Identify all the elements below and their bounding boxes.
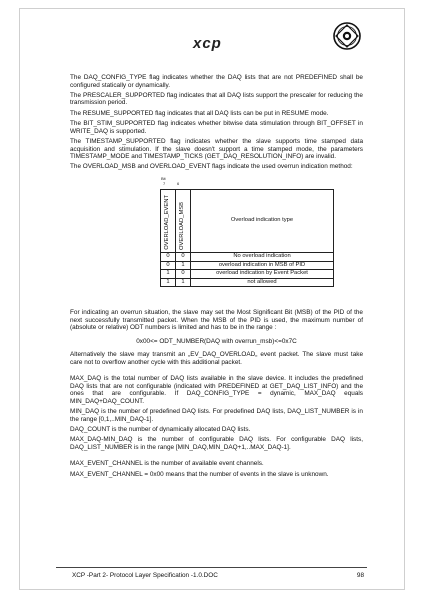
cell-desc: overload indication by Event Packet [191,270,334,279]
cell-event: 1 [161,270,176,279]
overload-table-section [70,175,363,301]
paragraph: MAX_DAQ is the total number of DAQ lists available in the slave device. It includes the predefined DAQ lists that are not configurable (indicated with PREDEFINED at GET_DAQ_LIST_INFO) and the ones that are configurable. If DAQ_CONFIG_TYPE = dynamic, MAX_DAQ equals MIN_DAQ+DAQ_COUNT. [70,375,363,405]
bit-label: Bit [161,175,166,181]
cell-msb: 1 [176,261,191,270]
paragraph: For indicating an overrun situation, the slave may set the Most Significant Bit (MSB) of the PID of the next successfully transmitted packet. When the MSB of the PID is used, the maximum number of (absolute or relative) ODT numbers is limited and has to be in the range : [70,308,363,332]
paragraph: DAQ_COUNT is the number of dynamically allocated DAQ lists. [70,426,251,434]
table-header-row [161,189,334,252]
paragraph: MAX_DAQ-MIN_DAQ is the number of configurable DAQ lists. For configurable DAQ lists, DAQ_LIST_NUMBER is in the range [MIN_DAQ,MIN_DAQ+1,..MAX_DAQ-1]. [70,436,363,452]
paragraph: MAX_EVENT_CHANNEL is the number of available event channels. [70,460,264,468]
paragraph: The PRESCALER_SUPPORTED flag indicates that all DAQ lists support the prescaler for reducing the transmission period. [70,91,363,107]
cell-desc: not allowed [191,278,334,287]
paragraph: The TIMESTAMP_SUPPORTED flag indicates whether the slave supports time stamped data acquisition and stimulation. If the slave doesn't support a time stamped mode, the parameters TIMESTAMP_MODE and TIMESTAMP_TICKS (GET_DAQ_RESOLUTION_INFO) are invalid. [70,137,363,161]
col-header-overload-event: OVERLOAD_EVENT [161,189,176,252]
cell-event: 1 [161,278,176,287]
footer-divider [56,567,367,568]
cell-msb: 0 [176,252,191,261]
page-number: 98 [356,572,364,579]
circular-seal-icon [333,22,361,50]
paragraph: Alternatively the slave may transmit an „EV_DAQ_OVERLOAD„ event packet. The slave must take care not to overflow another cycle with this additional packet. [70,351,363,366]
bit-number-7: 7 [163,180,166,186]
overload-table [160,189,334,287]
cell-desc: overload indication in MSB of PID [191,261,334,270]
table-row [161,270,334,279]
cell-event: 0 [161,252,176,261]
paragraph: The BIT_STIM_SUPPORTED flag indicates whether bitwise data stimulation through BIT_OFFSET in WRITE_DAQ is supported. [70,120,363,135]
col-header-overload-msb: OVERLOAD_MSB [176,189,191,252]
paragraph: The RESUME_SUPPORTED flag indicates that all DAQ lists can be put in RESUME mode. [70,109,329,117]
cell-desc: No overload indication [191,252,334,261]
paragraph: The DAQ_CONFIG_TYPE flag indicates whether the DAQ lists that are not PREDEFINED shall be configured statically or dynamically. [70,74,363,89]
table-row [161,278,334,287]
table-row [161,261,334,270]
document-body [70,74,363,481]
formula: 0x00<= ODT_NUMBER(DAQ with overrun_msb)<=0x7C [136,337,297,345]
col-header-description: Overload indication type [191,189,334,252]
paragraph: The OVERLOAD_MSB and OVERLOAD_EVENT flags indicate the used overrun indication method: [70,163,353,171]
paragraph: MAX_EVENT_CHANNEL = 0x00 means that the number of events in the slave is unknown. [70,470,329,478]
footer-title: XCP -Part 2- Protocol Layer Specification -1.0.DOC [72,572,218,579]
cell-event: 0 [161,261,176,270]
xcp-logo: xcp [193,35,222,52]
bit-number-6: 6 [177,180,180,186]
cell-msb: 1 [176,278,191,287]
cell-msb: 0 [176,270,191,279]
table-row [161,252,334,261]
paragraph: MIN_DAQ is the number of predefined DAQ lists. For predefined DAQ lists, DAQ_LIST_NUMBER is in the range [0,1,..MIN_DAQ-1]. [70,408,363,423]
page-footer [72,572,364,579]
